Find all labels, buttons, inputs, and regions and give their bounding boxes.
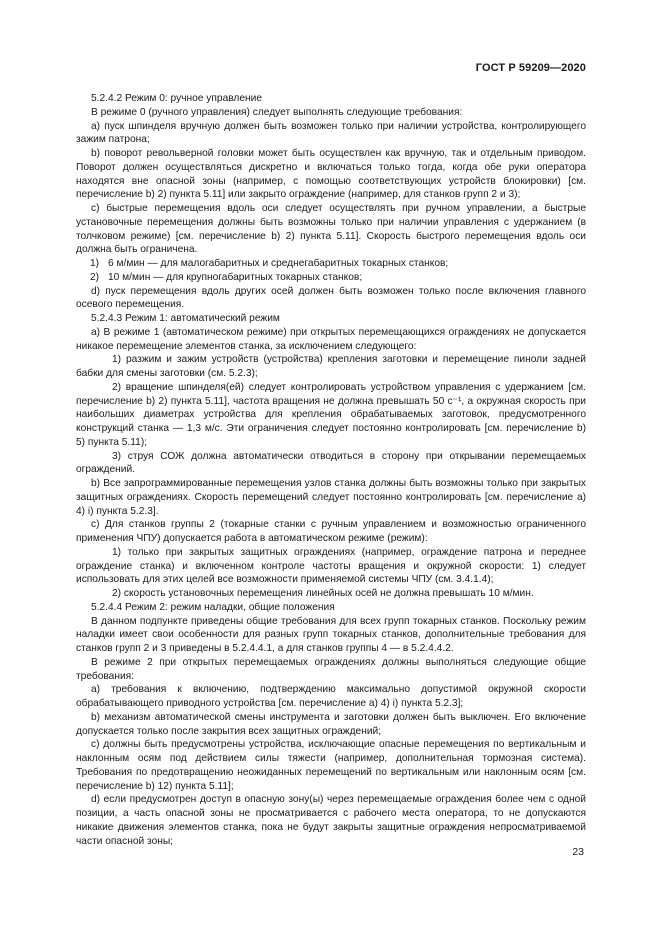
paragraph: d) если предусмотрен доступ в опасную зону(ы) через перемещаемые ограждения более чем с одной позиции, а часть опасной зоны не просматривается с рабочего места оператора, то не допускаются никакие движения элементов станка, пока не будут закрыты защитные ограждения непросматриваемой части опасной зоны;	[76, 794, 586, 847]
list-item: 2) 10 м/мин — для крупногабаритных токарных станков;	[90, 271, 363, 283]
paragraph: а) требования к включению, подтверждению максимально допустимой окружной скорости обрабатывающего приводного устройства [см. перечисление а) 4) i) пункта 5.2.3];	[76, 684, 586, 709]
section-heading-5-2-4-4: 5.2.4.4 Режим 2: режим наладки, общие положения	[91, 601, 335, 613]
paragraph: d) пуск перемещения вдоль других осей должен быть возможен только после включения главного осевого перемещения.	[76, 285, 586, 311]
paragraph: b) механизм автоматической смены инструмента и заготовки должен быть выключен. Его включение допускается только после закрытия всех защитных ограждений;	[76, 711, 586, 737]
paragraph: В режиме 2 при открытых перемещаемых ограждениях должны выполняться следующие общие требования:	[76, 656, 586, 682]
paragraph: В режиме 0 (ручного управления) следует выполнять следующие требования:	[91, 106, 463, 118]
section-heading-5-2-4-2: 5.2.4.2 Режим 0: ручное управление	[91, 93, 263, 104]
page-number: 23	[572, 846, 584, 858]
paragraph: 1) разжим и зажим устройств (устройства) крепления заготовки и перемещение пиноли задней бабки для смены заготовки (см. 5.2.3);	[76, 354, 586, 379]
paragraph: 2) скорость установочных перемещения линейных осей не должна превышать 10 м/мин.	[112, 588, 534, 599]
paragraph: с) быстрые перемещения вдоль оси следует осуществлять при ручном управлении, а быстрые установочные перемещения должны быть возможны только при наличии управления с удержанием (в толчковом режиме) [см. перечисление b) 2) пункта 5.11]. Скорость быстрого перемещения вдоль оси должна быть ограничена.	[76, 203, 586, 256]
paragraph: с) должны быть предусмотрены устройства, исключающие опасные перемещения по вертикальным и наклонным осям под действием силы тяжести (например, дополнительная тормозная система). Требования по предотвращению неожиданных перемещений по вертикальным или наклонным осям [см. перечисление b) 12) пункта 5.11];	[76, 739, 586, 792]
section-heading-5-2-4-3: 5.2.4.3 Режим 1: автоматический режим	[91, 313, 280, 324]
paragraph: а) пуск шпинделя вручную должен быть возможен только при наличии устройства, контролирующего зажим патрона;	[76, 120, 586, 146]
paragraph: 2) вращение шпинделя(ей) следует контролировать устройством управления с удержанием [см. перечисление b) 2) пункта 5.11], частота вращения не должна превышать 50 с⁻¹, а окружная скорость при наибольших диаметрах устройства для крепления обрабатываемых заготовок, предусмотренного конструкций станка — 1,3 м/с. Эти ограничения следует постоянно контролировать [см. перечисление b) 5) пункта 5.11);	[76, 381, 586, 448]
paragraph: с) Для станков группы 2 (токарные станки с ручным управлением и возможностью ограниченного применения ЧПУ) допускается работа в автоматическом режиме (режим):	[76, 519, 586, 544]
standard-number: ГОСТ Р 59209—2020	[475, 62, 586, 74]
list-item: 1) 6 м/мин — для малогабаритных и среднегабаритных токарных станков;	[90, 258, 449, 269]
paragraph: b) Все запрограммированные перемещения узлов станка должны быть возможны только при закрытых защитных ограждениях. Скорость перемещений следует постоянно контролировать [см. перечисление а) 4) i) пункта 5.2.3].	[76, 478, 586, 517]
speed-limit-list	[76, 257, 586, 285]
paragraph: В данном подпункте приведены общие требования для всех групп токарных станков. Поскольку режим наладки имеет свои особенности для разных групп токарных станков, дополнительные требования для станков групп 2 и 3 приведены в 5.2.4.4.1, а для станков группы 4 — в 5.2.4.4.2.	[76, 615, 586, 654]
paragraph: 1) только при закрытых защитных ограждениях (например, ограждение патрона и переднее ограждение станка) и включенном контроле частоты вращения и окружной скорости: 1) следует использовать для этих целей все возможности применяемой системы ЧПУ (см. 3.4.1.4);	[76, 546, 586, 586]
paragraph: а) В режиме 1 (автоматическом режиме) при открытых перемещающихся ограждениях не допускается никакое перемещение элементов станка, за исключением следующего:	[76, 326, 586, 352]
document-body	[76, 92, 586, 848]
paragraph: 3) струя СОЖ должна автоматически отводиться в сторону при открывании перемещаемых ограждений.	[76, 450, 586, 476]
paragraph: b) поворот револьверной головки может быть осуществлен как вручную, так и отдельным приводом. Поворот должен осуществляться дискретно и включаться только тогда, когда обе руки оператора находятся вне опасной зоны (например, с помощью соответствующих устройств блокировки) [см. перечисление b) 2) пункта 5.11] или закрыто ограждение (например, для станков групп 2 и 3);	[76, 148, 586, 201]
